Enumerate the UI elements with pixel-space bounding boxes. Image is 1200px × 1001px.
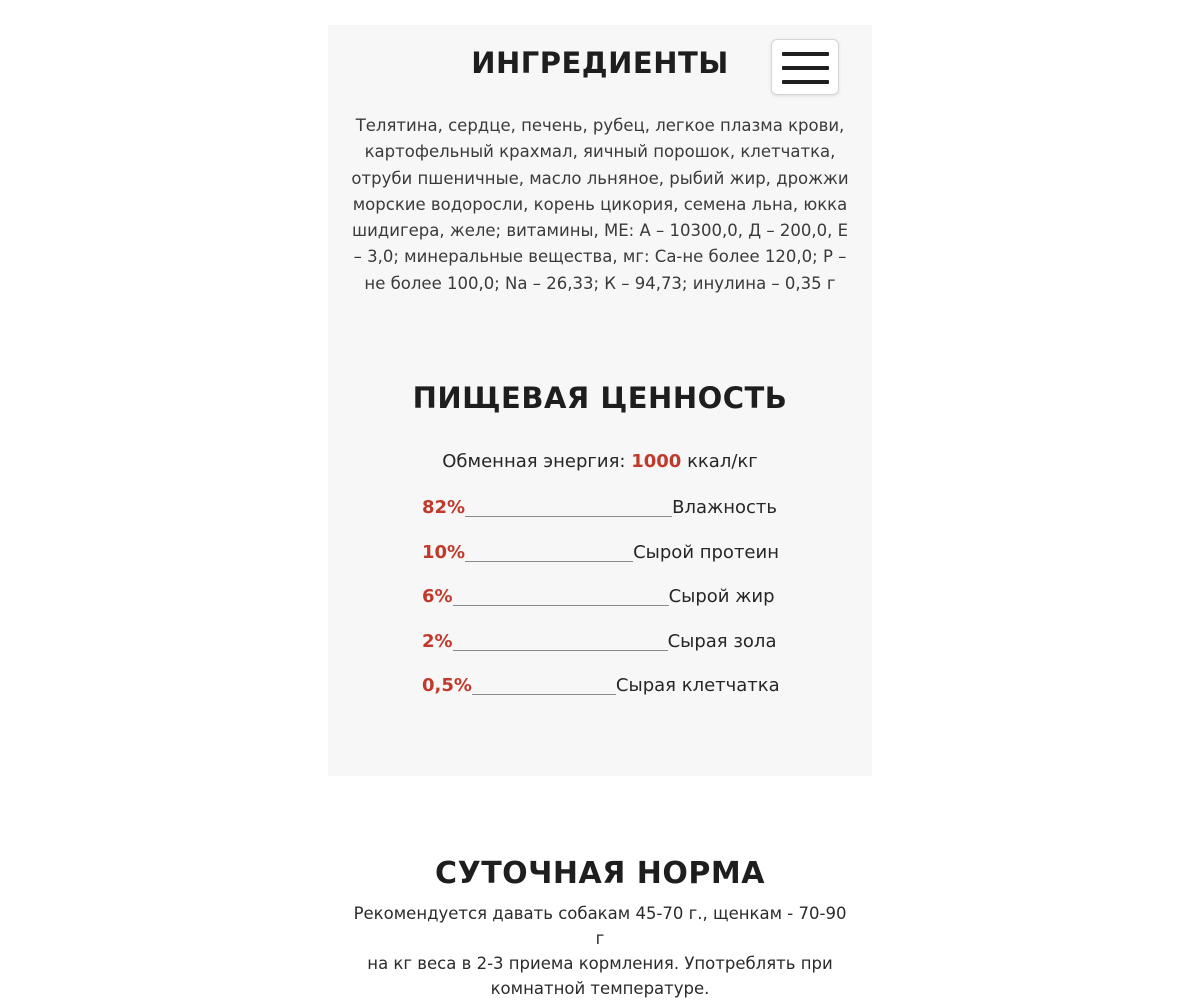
leader-line	[465, 561, 633, 562]
ingredients-line: не более 100,0; Na – 26,33; К – 94,73; инулина – 0,35 г	[364, 273, 836, 293]
ingredients-text	[350, 113, 850, 297]
nutrition-label: Сырая клетчатка	[615, 675, 780, 696]
leader-line	[472, 694, 616, 695]
leader-line	[453, 605, 669, 606]
ingredients-line: морские водоросли, корень цикория, семена льна, юкка	[352, 194, 848, 214]
leader-line	[465, 516, 672, 517]
nutrition-label: Сырая зола	[667, 631, 777, 652]
ingredients-line: – 3,0; минеральные вещества, мг: Са-не более 120,0; Р –	[353, 247, 847, 267]
nutrition-row-moisture	[422, 494, 777, 520]
energy-value: 1000	[631, 451, 682, 472]
ingredients-line: отруби пшеничные, масло льняное, рыбий жир, дрожжи	[351, 168, 849, 188]
ingredients-title: ИНГРЕДИЕНТЫ	[471, 46, 729, 80]
ingredients-line: шидигера, желе; витамины, МЕ: А – 10300,0, Д – 200,0, Е	[351, 221, 848, 241]
energy-unit: ккал/кг	[687, 451, 758, 472]
hamburger-menu-button[interactable]	[771, 39, 839, 95]
daily-norm-text	[350, 901, 850, 1001]
nutrition-row-ash	[422, 628, 776, 654]
daily-norm-line: на кг веса в 2-3 приема кормления. Употреблять при	[367, 954, 833, 973]
nutrition-value: 10%	[422, 542, 466, 563]
nutrition-label: Сырой жир	[668, 586, 775, 607]
product-info-card	[328, 25, 872, 776]
energy-label: Обменная энергия:	[442, 451, 626, 472]
energy-line	[328, 450, 872, 474]
nutrition-value: 6%	[422, 586, 453, 607]
nutrition-value: 0,5%	[422, 675, 472, 696]
daily-norm-line: комнатной температуре.	[490, 979, 710, 998]
nutrition-row-fat	[422, 583, 775, 609]
daily-norm-line: Рекомендуется давать собакам 45-70 г., щенкам - 70-90 г	[353, 904, 847, 948]
ingredients-line: Телятина, сердце, печень, рубец, легкое плазма крови,	[355, 116, 845, 135]
nutrition-value: 2%	[422, 631, 453, 652]
nutrition-title: ПИЩЕВАЯ ЦЕННОСТЬ	[412, 381, 788, 415]
nutrition-label: Сырой протеин	[633, 542, 779, 563]
daily-norm-title: СУТОЧНАЯ НОРМА	[435, 856, 765, 891]
nutrition-value: 82%	[422, 497, 466, 518]
nutrition-row-fiber	[422, 672, 780, 698]
nutrition-row-protein	[422, 539, 779, 565]
ingredients-line: картофельный крахмал, яичный порошок, клетчатка,	[364, 142, 836, 162]
leader-line	[453, 650, 668, 651]
nutrition-label: Влажность	[672, 497, 777, 518]
